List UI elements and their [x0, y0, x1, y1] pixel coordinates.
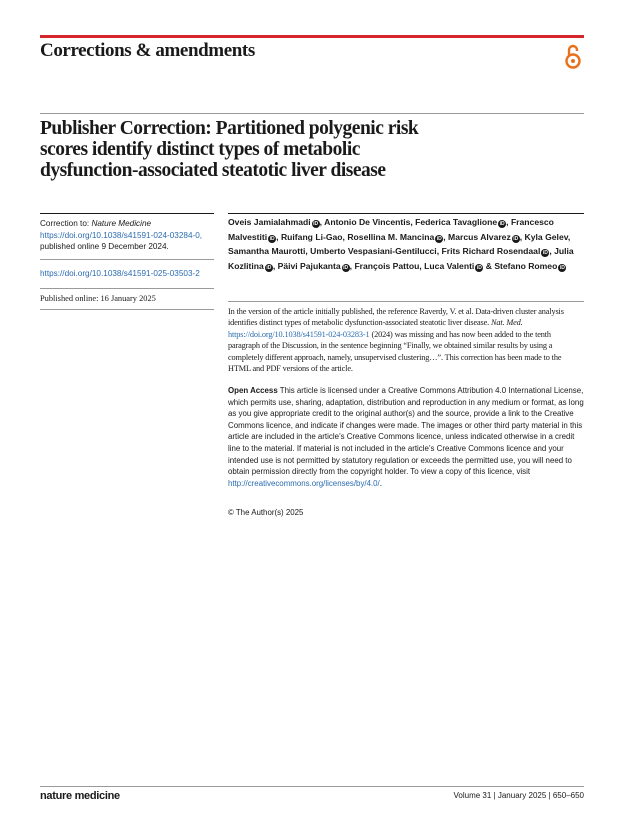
- author-name[interactable]: Stefano Romeo: [494, 260, 558, 271]
- correction-text: [228, 306, 584, 374]
- footer-info: Volume 31 | January 2025 | 650–650: [453, 791, 584, 800]
- author-name[interactable]: Ruifang Li-Gao: [280, 231, 343, 242]
- author-separator: ,: [419, 260, 425, 271]
- correction-text-part: (2024) was missing and has now been added to the tenth paragraph of the Discussion, in the sentence beginning “Finally, we obtained similar results by using a completely different approach, namely, unsupervised clustering…”. This correction has been made to the HTML and PDF versions of the article.: [228, 329, 562, 374]
- author-name[interactable]: Umberto Vespasiani-Gentilucci: [310, 246, 437, 257]
- correction-to-journal: Nature Medicine: [91, 219, 152, 228]
- original-published-date: published online 9 December 2024.: [40, 242, 169, 251]
- author-separator: ,: [410, 217, 416, 227]
- author-name[interactable]: Luca Valenti: [424, 260, 475, 271]
- author-separator: ,: [276, 231, 281, 242]
- authors-rule: [228, 301, 584, 302]
- author-separator: ,: [319, 217, 325, 227]
- orcid-icon[interactable]: iD: [499, 221, 505, 227]
- author-name[interactable]: Rosellina M. Mancina: [347, 231, 435, 242]
- author-name[interactable]: Julia Kozlitina: [228, 246, 574, 271]
- orcid-icon[interactable]: iD: [542, 250, 548, 257]
- license-link[interactable]: http://creativecommons.org/licenses/by/4.0/: [228, 478, 380, 488]
- title-rule: [40, 113, 584, 114]
- sidebar: [40, 213, 214, 310]
- author-name[interactable]: Frits Richard Rosendaal: [441, 246, 541, 257]
- author-name[interactable]: François Pattou: [354, 260, 420, 271]
- author-name[interactable]: Kyla Gelev: [524, 231, 568, 242]
- author-name[interactable]: Samantha Maurotti: [228, 246, 306, 257]
- author-separator: ,: [272, 260, 278, 271]
- orcid-icon[interactable]: iD: [343, 264, 349, 271]
- published-online: Published online: 16 January 2025: [40, 293, 156, 303]
- correction-text-part: In the version of the article initially published, the reference Raverdy, V. et al. Data-driven cluster analysis identifies distinct types of metabolic dysfunction-associated steatotic liver disease.: [228, 307, 564, 328]
- open-access-icon: [563, 42, 583, 70]
- article-title: Publisher Correction: Partitioned polygenic risk scores identify distinct types of metabolic dysfunction-associated steatotic liver disease: [40, 118, 419, 181]
- author-separator: ,: [305, 246, 311, 257]
- author-separator: &: [483, 260, 495, 271]
- orcid-icon[interactable]: iD: [266, 264, 272, 271]
- author-separator: ,: [506, 217, 511, 227]
- author-name[interactable]: Federica Tavaglione: [415, 217, 498, 227]
- correction-to: [40, 214, 214, 259]
- header-accent-rule: [40, 35, 584, 38]
- author-separator: ,: [567, 231, 571, 242]
- open-access-label: Open Access: [228, 386, 278, 395]
- sidebar-rule: [40, 309, 214, 310]
- footer-rule: [40, 786, 584, 787]
- author-name[interactable]: Marcus Alvarez: [448, 231, 511, 242]
- author-separator: ,: [436, 246, 442, 257]
- original-article-link[interactable]: https://doi.org/10.1038/s41591-024-03284-0,: [40, 230, 203, 240]
- journal-name: nature medicine: [40, 790, 120, 802]
- correction-to-label: Correction to:: [40, 219, 90, 228]
- open-access-end: .: [379, 478, 382, 488]
- open-access-text: This article is licensed under a Creative Commons Attribution 4.0 International License, which permits use, sharing, adaptation, distribution and reproduction in any medium or format, as long as you give appropriate credit to the original author(s) and the source, provide a link to the Creative Commons licence, and indicate if changes were made. The images or other third party material in this article are included in the article’s Creative Commons licence, unless indicated otherwise in a credit line to the material. If material is not included in the article’s Creative Commons licence and your intended use is not permitted by statutory regulation or exceeds the permitted use, you will need to obtain permission directly from the copyright holder. To view a copy of this licence, visit: [228, 386, 584, 477]
- orcid-icon[interactable]: iD: [313, 221, 319, 227]
- orcid-icon[interactable]: iD: [513, 235, 519, 242]
- author-separator: ,: [349, 260, 355, 271]
- author-separator: ,: [342, 231, 348, 242]
- author-separator: ,: [519, 231, 525, 242]
- orcid-icon[interactable]: iD: [559, 264, 565, 271]
- author-separator: ,: [549, 246, 555, 257]
- doi-link[interactable]: https://doi.org/10.1038/s41591-025-03503-2: [40, 268, 200, 278]
- author-name[interactable]: Antonio De Vincentis: [324, 217, 411, 227]
- open-access-statement: [228, 385, 584, 489]
- section-title: Corrections & amendments: [40, 40, 255, 61]
- orcid-icon[interactable]: iD: [476, 264, 482, 271]
- author-list: [228, 213, 584, 273]
- reference-journal: Nat. Med.: [491, 318, 523, 328]
- doi: [40, 260, 214, 288]
- author-name[interactable]: Francesco Malvestiti: [228, 217, 554, 242]
- orcid-icon[interactable]: iD: [269, 235, 275, 242]
- author-separator: ,: [443, 231, 449, 242]
- author-name[interactable]: Oveis Jamialahmadi: [228, 217, 311, 227]
- reference-doi-link[interactable]: https://doi.org/10.1038/s41591-024-03283-1: [228, 329, 370, 339]
- orcid-icon[interactable]: iD: [436, 235, 442, 242]
- author-name[interactable]: Päivi Pajukanta: [277, 260, 341, 271]
- copyright: © The Author(s) 2025: [228, 508, 304, 517]
